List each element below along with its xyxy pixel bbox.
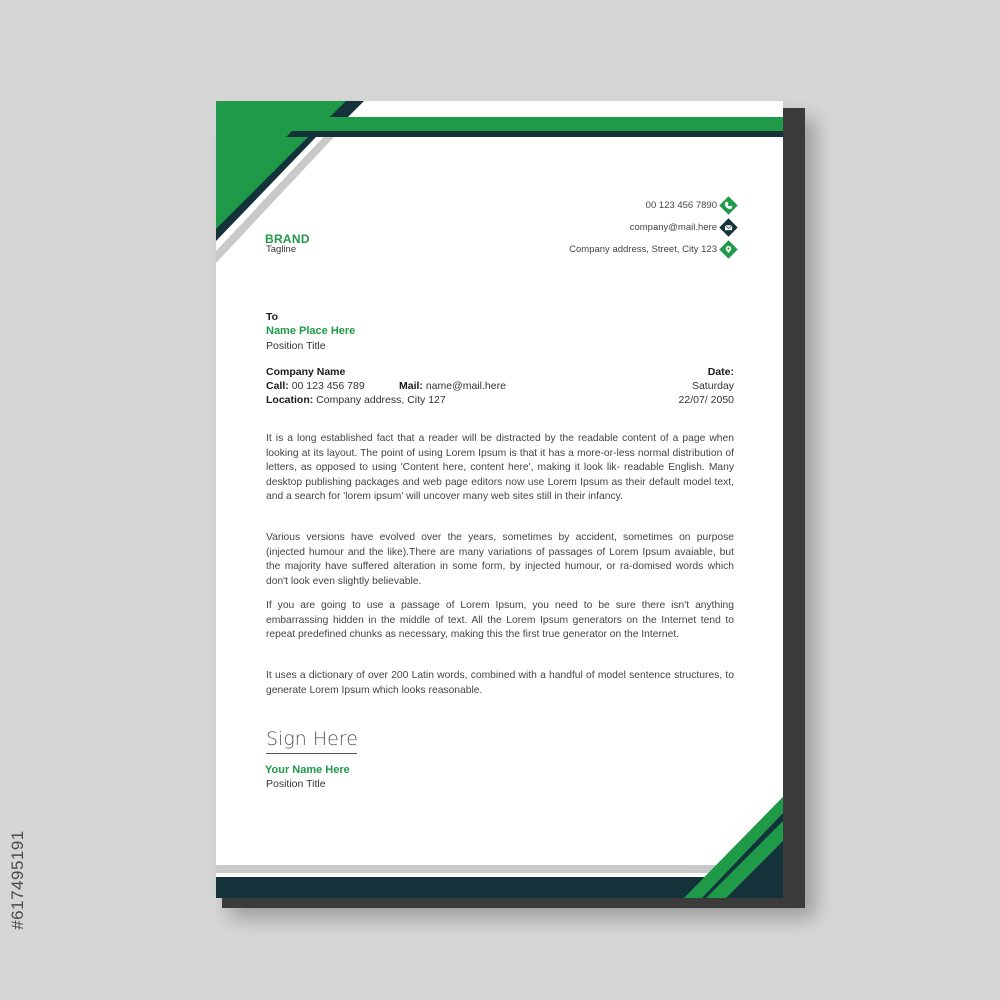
company-name: Company Name [266,366,346,378]
signer-position: Position Title [266,778,326,790]
company-call [266,380,365,392]
location-label: Location: [266,394,314,406]
contact-phone [646,196,735,214]
contact-mail-text: company@mail.here [629,221,717,233]
bottom-grey-band [216,865,783,873]
stock-id [8,770,28,1000]
call-value: 00 123 456 789 [291,380,365,392]
body-paragraph-2: Various versions have evolved over the years, sometimes by accident, sometimes on purpose (injected humour and the like).There are many variations of passages of Lorem Ipsum avaiable, but the majority have suffered alteration in some form, by injected humour, or ra-domised words which don't look even slightly believable. [266,532,734,587]
brand-name: BRAND [265,232,310,246]
contact-address-text: Company address, Street, City 123 [569,243,717,255]
call-label: Call: [266,380,289,392]
body-paragraph-1: It is a long established fact that a reader will be distracted by the readable content of a page when looking at its layout. The point of using Lorem Ipsum is that it has a more-or-less normal distribution of letters, as opposed to using 'Content here, content here', making it look lik- readable English. Many desktop publishing packages and web page editors now use Lorem Ipsum as their default model text, and a search for 'lorem ipsum' will uncover many web sites still in their infancy. [266,433,734,502]
company-mail [399,380,506,392]
signature-placeholder: Sign Here [266,728,358,750]
stock-id-text: #617495191 [8,830,27,930]
signature-line [266,753,357,754]
location-value: Company address, City 127 [316,394,446,406]
mail-value: name@mail.here [425,380,506,392]
top-navy-band [286,131,783,137]
to-label: To [266,311,279,323]
location-icon [719,240,737,258]
body-paragraph-3: If you are going to use a passage of Lorem Ipsum, you need to be sure there isn't anything embarrassing hidden in the middle of text. All the Lorem Ipsum generators on the Internet tend to repeat predefined chunks as necessary, making this the first true generator on the Internet. [266,600,734,640]
contact-phone-text: 00 123 456 7890 [645,199,717,211]
date-day: Saturday [691,380,734,392]
brand-tagline: Tagline [266,244,297,255]
contact-address [569,240,735,258]
company-location [266,394,446,406]
mail-label: Mail: [399,380,423,392]
signer-name: Your Name Here [265,764,350,776]
recipient-position: Position Title [266,340,326,352]
mail-icon [719,218,737,236]
contact-mail [630,218,735,236]
date-value: 22/07/ 2050 [678,394,734,406]
letterhead-page [216,101,783,898]
top-green-band [292,117,783,131]
body-paragraph-4: It uses a dictionary of over 200 Latin words, combined with a handful of model sentence structures, to generate Lorem Ipsum which looks reasonable. [266,670,734,696]
date-label: Date: [707,366,734,378]
recipient-name: Name Place Here [266,325,356,337]
phone-icon [719,196,737,214]
